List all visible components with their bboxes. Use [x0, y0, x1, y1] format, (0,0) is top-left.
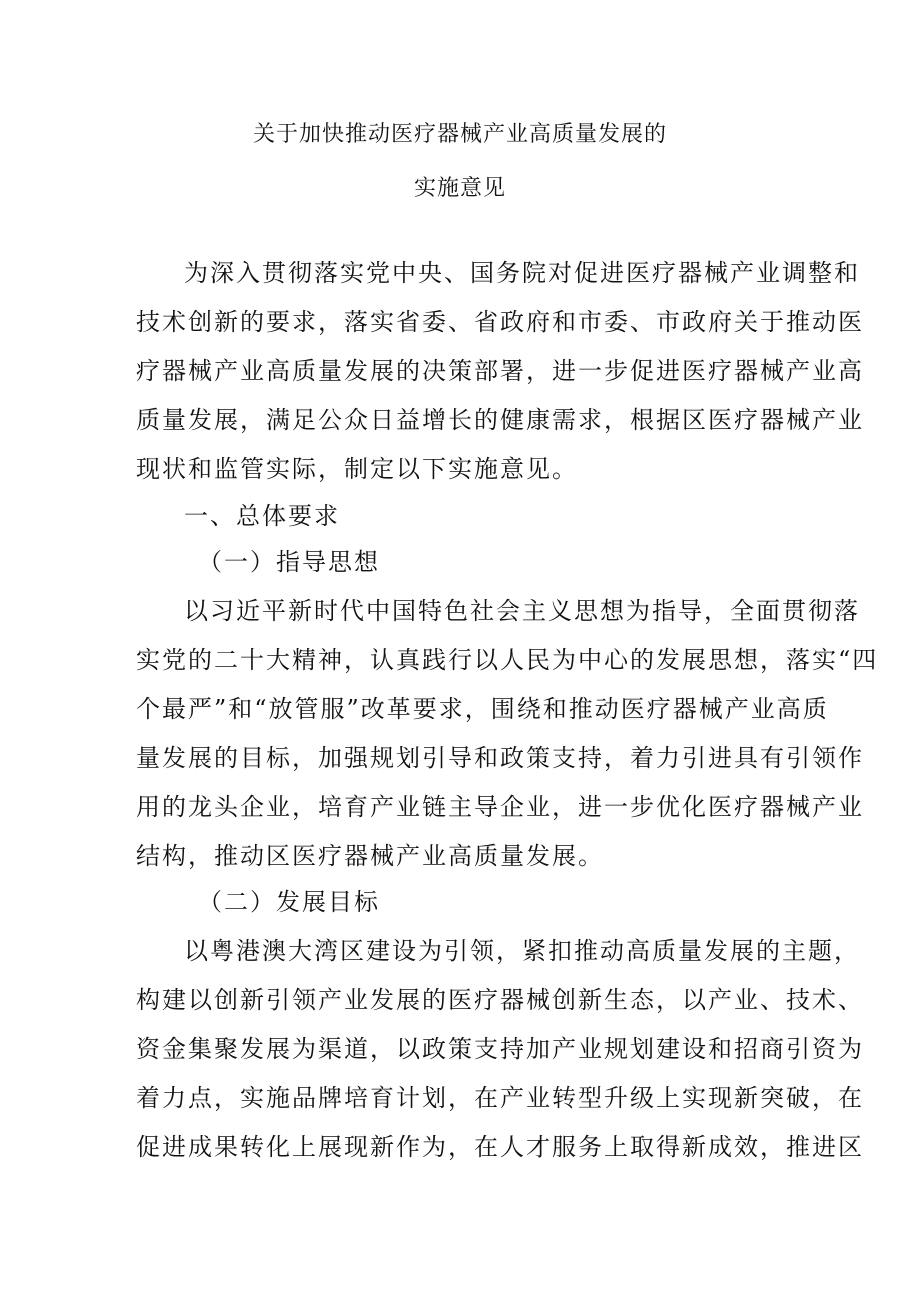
paragraph-1-line: 现状和监管实际，制定以下实施意见。	[136, 455, 578, 483]
paragraph-3-line: 构建以创新引领产业发展的医疗器械创新生态，以产业、技术、	[136, 986, 864, 1014]
paragraph-2-line: 结构，推动区医疗器械产业高质量发展。	[136, 842, 604, 870]
paragraph-1-line: 为深入贯彻落实党中央、国务院对促进医疗器械产业调整和	[184, 259, 860, 287]
paragraph-3-line: 着力点，实施品牌培育计划，在产业转型升级上实现新突破，在	[136, 1084, 864, 1112]
section-heading: 一、总体要求	[184, 502, 340, 530]
paragraph-3-line: 促进成果转化上展现新作为，在人才服务上取得新成效，推进区	[136, 1133, 864, 1161]
paragraph-2-line: 个最严”和“放管服”改革要求，围绕和推动医疗器械产业高质	[136, 695, 829, 723]
paragraph-2-line: 用的龙头企业，培育产业链主导企业，进一步优化医疗器械产业	[136, 793, 864, 821]
paragraph-1-line: 技术创新的要求，落实省委、省政府和市委、市政府关于推动医	[136, 308, 864, 336]
document-title-line-1: 关于加快推动医疗器械产业高质量发展的	[252, 122, 667, 147]
subsection-heading: （二）发展目标	[198, 888, 380, 916]
paragraph-3-line: 以粤港澳大湾区建设为引领，紧扣推动高质量发展的主题，	[184, 937, 860, 965]
paragraph-2-line: 实党的二十大精神，认真践行以人民为中心的发展思想，落实“四	[136, 646, 879, 674]
paragraph-1-line: 质量发展，满足公众日益增长的健康需求，根据区医疗器械产业	[136, 406, 864, 434]
document-title-line-2: 实施意见	[413, 176, 506, 201]
paragraph-2-line: 以习近平新时代中国特色社会主义思想为指导，全面贯彻落	[184, 597, 860, 625]
paragraph-2-line: 量发展的目标，加强规划引导和政策支持，着力引进具有引领作	[136, 744, 864, 772]
subsection-heading: （一）指导思想	[198, 548, 380, 576]
paragraph-3-line: 资金集聚发展为渠道，以政策支持加产业规划建设和招商引资为	[136, 1035, 864, 1063]
paragraph-1-line: 疗器械产业高质量发展的决策部署，进一步促进医疗器械产业高	[136, 357, 864, 385]
